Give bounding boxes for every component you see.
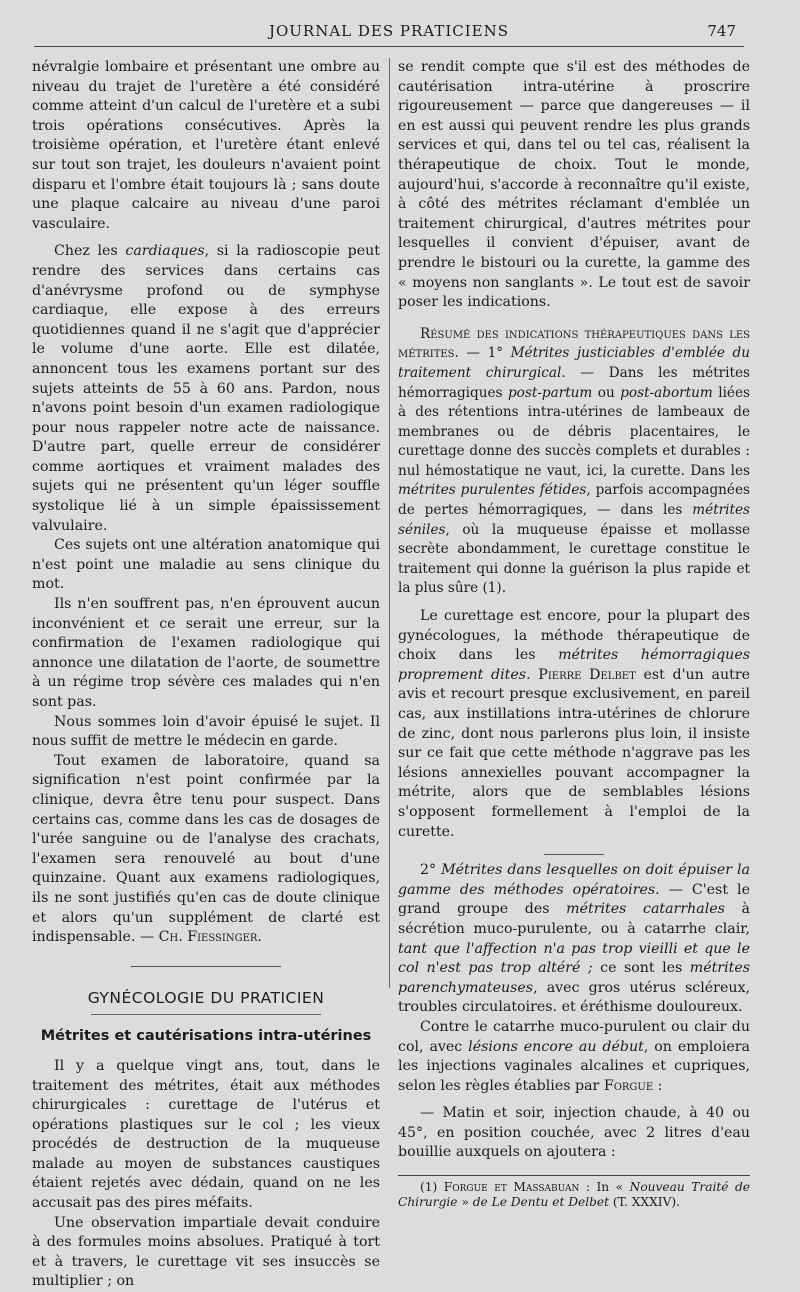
running-header	[34, 18, 744, 48]
paragraph: — Matin et soir, injection chaude, à 40 ou 45°, en position couchée, avec 2 litres d'eau bouillie auxquels on ajoutera :	[398, 1105, 750, 1161]
paragraph: Chez les cardiaques, si la radioscopie peut rendre des services dans certains cas d'anévrysme profond ou de symphyse cardiaque, elle expose à des erreurs quotidiennes quand il ne s'agit que d'apprécier le volume d'une aorte. Elle est dilatée, annoncent tous les examens portant sur des sujets atteints de 55 à 60 ans. Pardon, nous n'avons point besoin d'un examen radiologique pour nous rappeler notre acte de naissance. D'autre part, quelle erreur de considérer comme aortiques et vraiment malades des sujets qui ne présentent qu'un léger souffle systolique lié à un simple épaississement valvulaire.	[32, 243, 380, 534]
page-number: 747	[707, 22, 736, 40]
right-column	[398, 58, 750, 1210]
paragraph: névralgie lombaire et présentant une ombre au niveau du trajet de l'uretère a été considéré comme atteint d'un calcul de l'uretère et a subi trois opérations consécutives. Après la troisième opération, et l'uretère étant enlevé sur tout son trajet, les douleurs n'avaient point disparu et l'ombre était toujours là ; sans doute une plaque calcaire au niveau d'une paroi vasculaire.	[32, 59, 380, 232]
paragraph: Nous sommes loin d'avoir épuisé le sujet. Il nous suffit de mettre le médecin en garde.	[32, 713, 380, 750]
paragraph: Le curettage est encore, pour la plupart des gynécologues, la méthode thérapeutique de choix dans les métrites hémorragiques proprement dites. Pierre Delbet est d'un autre avis et recourt presque exclusivement, en pareil cas, aux instillations intra-utérines de chlorure de zinc, dont nous parlerons plus loin, il insiste sur ce fait que cette méthode n'aggrave pas les lésions annexielles pouvant accompagner la métrite, alors que de semblables lésions s'opposent formellement à l'emploi de la curette.	[398, 608, 750, 840]
paragraph: Il y a quelque vingt ans, tout, dans le traitement des métrites, était aux méthodes chirurgicales : curettage de l'utérus et opérations plastiques sur le col ; les vieux procédés de destruction de la muqueuse malade au moyen de substances caustiques étaient rejetés avec dédain, quand on ne les accusait pas des pires méfaits.	[32, 1057, 380, 1212]
paragraph: Tout examen de laboratoire, quand sa signification n'est point confirmée par la clinique, devra être tenu pour suspect. Dans certains cas, comme dans les cas de dosages de l'urée sanguine ou de l'analyse des crachats, l'examen sera renouvelé au bout d'une quinzaine. Quant aux examens radiologiques, ils ne sont justifiés qu'en cas de doute clinique et alors qu'un supplément de clarté est indispensable. — Ch. Fiessinger.	[32, 752, 380, 946]
section-rule	[91, 1014, 321, 1015]
journal-title: JOURNAL DES PRATICIENS	[268, 22, 510, 40]
summary-heading: Résumé des indications thérapeutiques dans les métrites.	[398, 325, 750, 362]
paragraph: 2° Métrites dans lesquelles on doit épuiser la gamme des méthodes opératoires. — C'est le grand groupe des métrites catarrhales à sécrétion muco-purulente, ou à catarrhe clair, tant que l'affection n'a pas trop vieilli et que le col n'est pas trop altéré ; ce sont les métrites parenchymateuses, avec gros utérus scléreux, troubles circulatoires. et éréthisme douloureux.	[398, 862, 750, 1016]
paragraph-rule	[544, 854, 604, 855]
footnote-rule	[398, 1175, 750, 1176]
author-signature: Ch. Fiessinger.	[158, 929, 262, 946]
footnote: (1) Forgue et Massabuan : In « Nouveau Traité de Chirurgie » de Le Dentu et Delbet (T. XXXIV).	[398, 1180, 751, 1210]
paragraph: Contre le catarrhe muco-purulent ou clair du col, avec lésions encore au début, on emploiera les injections vaginales alcalines et cupriques, selon les règles établies par Forgue :	[398, 1018, 750, 1094]
paragraph: se rendit compte que s'il est des méthodes de cautérisation intra-utérine à proscrire rigoureusement — parce que dangereuses — il en est aussi qui peuvent rendre les plus grands services et qui, dans tel ou tel cas, réalisent la thérapeutique de choix. Tout le monde, aujourd'hui, s'accorde à reconnaître qu'il existe, à côté des métrites réclamant d'emblée un traitement chirurgical, d'autres métrites pour lesquelles il convient d'épuiser, avant de prendre le bistouri ou la curette, la gamme des « moyens non sanglants ». Le tout est de savoir poser les indications.	[398, 59, 750, 311]
signature-rule	[131, 966, 281, 967]
section-title: GYNÉCOLOGIE DU PRATICIEN	[87, 988, 325, 1007]
column-divider	[389, 58, 390, 988]
paragraph: Ces sujets ont une altération anatomique qui n'est point une maladie au sens clinique du mot.	[32, 537, 380, 593]
header-rule	[34, 46, 744, 47]
paragraph: Une observation impartiale devait conduire à des formules moins absolues. Pratiqué à tort et à travers, le curettage vit ses insuccès se multiplier ; on	[32, 1214, 380, 1290]
left-column	[32, 58, 380, 1292]
summary-paragraph: Résumé des indications thérapeutiques dans les métrites. — 1° Métrites justiciables d'emblée du traitement chirurgical. — Dans les métrites hémorragiques post-partum ou post-abortum liées à des rétentions intra-utérines de lambeaux de membranes ou de débris placentaires, le curettage donne des succès complets et durables : nul hémostatique ne vaut, ici, la curette. Dans les métrites purulentes fétides, parfois accompagnées de pertes hémorragiques, — dans les métrites séniles, où la muqueuse épaisse et mollasse secrète abondamment, le curettage constitue le traitement qui donne la guérison la plus rapide et la plus sûre (1).	[398, 325, 750, 597]
article-title: Métrites et cautérisations intra-utérines	[40, 1028, 372, 1045]
paragraph: Ils n'en souffrent pas, n'en éprouvent aucun inconvénient et ce serait une erreur, sur la confirmation de l'examen radiologique qui annonce une dilatation de l'aorte, de soumettre à un régime trop sévère ces malades qui n'en sont pas.	[32, 596, 380, 710]
